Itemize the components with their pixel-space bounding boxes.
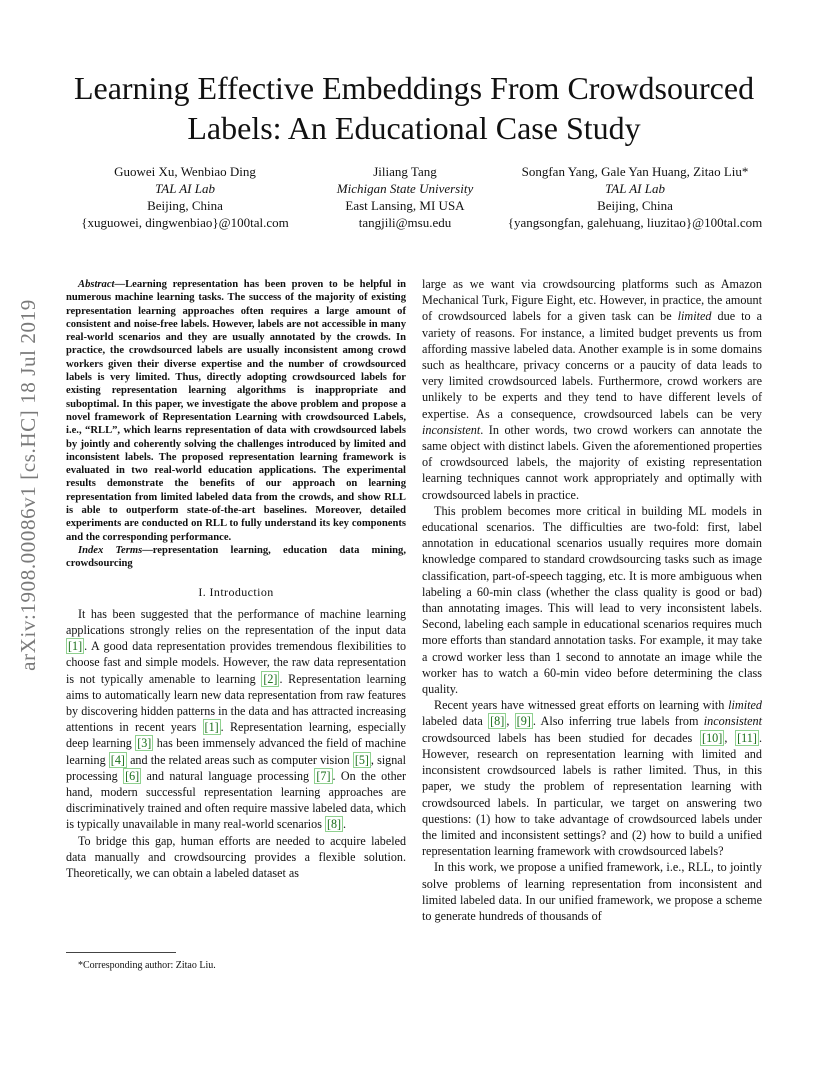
author-location: Beijing, China [597, 198, 673, 213]
author-location: East Lansing, MI USA [345, 198, 465, 213]
author-group-1 [60, 163, 310, 231]
right-column [422, 276, 762, 924]
author-email: tangjili@msu.edu [358, 215, 452, 230]
author-affiliation: TAL AI Lab [155, 181, 215, 196]
body-paragraph: In this work, we propose a unified framework, i.e., RLL, to jointly solve problems of learning representation from inconsistent and limited labeled data. In our unified framework, we propose a scheme to generate hundreds of thousands of [422, 860, 762, 923]
citation-link[interactable]: [11] [737, 730, 757, 745]
arxiv-sidebar-stamp: arXiv:1908.00086v1 [cs.HC] 18 Jul 2019 [16, 299, 40, 671]
citation-link[interactable]: [7] [316, 768, 331, 783]
body-paragraph: large as we want via crowdsourcing platforms such as Amazon Mechanical Turk, Figure Eight, etc. However, in practice, the amount of crowdsourced labels for a given task can be limited due to a variety of reasons. For instance, a limited budget prevents us from affording massive labeled data. Another example is in some domains such as healthcare, privacy concerns or a paucity of data leads to very limited crowdsourced labels. Furthermore, crowd workers are unlikely to be experts and they tend to have different levels of expertise. As a consequence, crowdsourced labels can be very inconsistent. In other words, two crowd workers can annotate the same object with distinct labels. Given the aforementioned properties of crowdsourced labels, the majority of existing representation learning techniques cannot work appropriately and optimally with crowdsourced labels in practice. [422, 277, 762, 502]
author-group-2 [300, 163, 510, 231]
citation-link[interactable]: [9] [516, 714, 531, 729]
citation-link[interactable]: [5] [354, 752, 369, 767]
index-terms-text: —representation learning, education data mining, crowdsourcing [66, 544, 406, 570]
citation-link[interactable]: [6] [125, 768, 140, 783]
body-paragraph: Recent years have witnessed great efforts on learning with limited labeled data [8] , [9] . Also inferring true labels from inconsistent crowdsourced labels has been studied for decades [10] , [11] . However, research on representation learning with limited and inconsistent crowdsourced labels is rather limited. Thus, in this paper, we study the problem of representation learning with crowdsourced labels. In particular, we target on answering two questions: (1) how to take advantage of crowdsourced labels under the limited and inconsistent settings? and (2) how to build a unified representation learning framework with crowdsourced labels? [422, 698, 762, 859]
footnote-rule [66, 952, 176, 953]
author-block [60, 163, 768, 233]
citation-link[interactable]: [3] [137, 736, 152, 751]
abstract [66, 278, 406, 544]
author-location: Beijing, China [147, 198, 223, 213]
author-names: Guowei Xu, Wenbiao Ding [114, 164, 256, 179]
footnote: *Corresponding author: Zitao Liu. [78, 960, 216, 971]
citation-link[interactable]: [1] [68, 639, 83, 654]
index-terms [66, 544, 406, 571]
paper-title: Learning Effective Embeddings From Crowdsourced Labels: An Educational Case Study [73, 70, 755, 146]
author-email: {xuguowei, dingwenbiao}@100tal.com [81, 215, 289, 230]
body-paragraph: This problem becomes more critical in building ML models in educational scenarios. The difficulties are two-fold: first, label annotation in educational scenarios usually requires more domain knowledge compared to standard crowdsourcing tasks such as image classification, part-of-speech tagging, etc. It is more ambiguous when labeling a 60-min class (whether the class quality is good or bad) than annotating images. This will lead to very inconsistent labels. Second, labeling each sample in educational scenarios requires much more efforts than standard annotation tasks. For example, it may take a crowd worker less than 1 second to annotate an image while the worker has to watch a 60-min video before determining the class quality. [422, 503, 762, 697]
citation-link[interactable]: [8] [326, 817, 342, 832]
author-names: Songfan Yang, Gale Yan Huang, Zitao Liu* [521, 164, 749, 179]
citation-link[interactable]: [10] [702, 730, 723, 745]
section-heading: I. Introduction [198, 584, 274, 599]
intro-paragraph-2: To bridge this gap, human efforts are needed to acquire labeled data manually and crowdsourcing provides a flexible solution. Theoretically, we can obtain a labeled dataset as [66, 833, 406, 880]
author-affiliation: Michigan State University [336, 181, 474, 196]
author-names: Jiliang Tang [373, 164, 437, 179]
left-column [66, 278, 406, 881]
citation-link[interactable]: [2] [263, 671, 278, 686]
intro-paragraph-1: It has been suggested that the performance of machine learning applications strongly relies on the representation of the input data [1] . A good data representation provides tremendous flexibilities to choose fast and simple models. However, the raw data representation is not typically amenable to learning [2] . Representation learning aims to automatically learn new data representation from raw features by discovering hidden patterns in the data and has attracted increasing attentions in recent years [1] . Representation learning, especially deep learning [3] has been immensely advanced the field of machine learning [4] and the related areas such as computer vision [5] , signal processing [6] and natural language processing [7] . On the other hand, modern successful representation learning approaches are discriminatively trained and often require massive labeled data, which is typically unavailable in many real-world scenarios [8] . [66, 606, 407, 832]
index-terms-lead: Index Terms [78, 544, 143, 556]
citation-link[interactable]: [1] [204, 720, 219, 735]
citation-link[interactable]: [8] [490, 714, 505, 729]
citation-link[interactable]: [4] [110, 752, 125, 767]
author-group-3 [490, 163, 780, 231]
abstract-lead: Abstract [78, 279, 115, 290]
abstract-text: —Learning representation has been proven to be helpful in numerous machine learning tasks. The success of the majority of existing representation learning approaches often requires a large amount of consistent and noise-free labels. However, labels are not accessible in many real-world scenarios and they are usually annotated by the crowds. In practice, the crowdsourced labels are usually inconsistent among crowd workers given their diverse expertise and the number of crowdsourced labels is very limited. Thus, directly adopting crowdsourced labels for existing representation learning algorithms is inappropriate and suboptimal. In this paper, we investigate the above problem and propose a novel framework of Representation Learning with crowdsourced Labels, i.e., “RLL”, which learns representation of data with crowdsourced labels by jointly and coherently solving the challenges introduced by limited and inconsistent labels. The proposed representation learning framework is evaluated in two real-world education applications. The experimental results demonstrate the benefits of our approach on learning representation from limited labeled data from the crowds, and show RLL is able to outperform state-of-the-art baselines. Moreover, detailed experiments are conducted on RLL to fully understand its key components and the corresponding performance. [66, 279, 406, 543]
author-email: {yangsongfan, galehuang, liuzitao}@100tal.com [507, 215, 763, 230]
author-affiliation: TAL AI Lab [605, 181, 665, 196]
